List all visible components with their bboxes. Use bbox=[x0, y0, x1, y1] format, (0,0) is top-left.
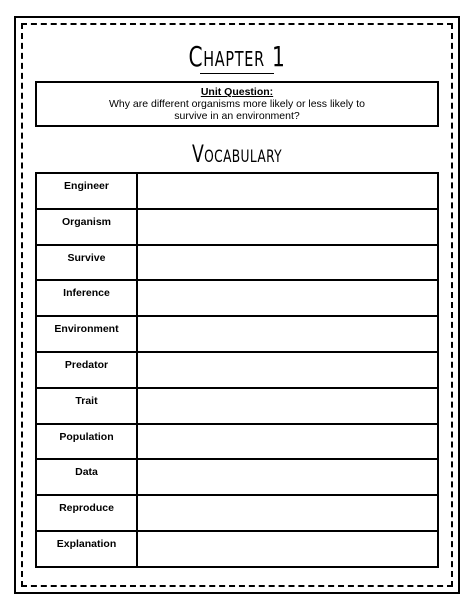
vocabulary-term: Reproduce bbox=[36, 495, 137, 531]
vocabulary-definition-cell[interactable] bbox=[137, 280, 438, 316]
vocabulary-term: Inference bbox=[36, 280, 137, 316]
vocabulary-definition-cell[interactable] bbox=[137, 459, 438, 495]
vocabulary-row bbox=[36, 245, 438, 281]
vocabulary-term: Population bbox=[36, 424, 137, 460]
vocabulary-title: Vocabulary bbox=[191, 140, 282, 168]
vocabulary-definition-cell[interactable] bbox=[137, 316, 438, 352]
vocabulary-term: Organism bbox=[36, 209, 137, 245]
unit-question-heading: Unit Question: bbox=[200, 86, 274, 98]
unit-question-line-1: Why are different organisms more likely or less likely to bbox=[109, 98, 365, 110]
vocabulary-term: Trait bbox=[36, 388, 137, 424]
vocabulary-definition-cell[interactable] bbox=[137, 388, 438, 424]
vocabulary-row bbox=[36, 388, 438, 424]
vocabulary-table bbox=[35, 172, 439, 568]
unit-question-box bbox=[35, 81, 439, 127]
vocabulary-term: Data bbox=[36, 459, 137, 495]
vocabulary-definition-cell[interactable] bbox=[137, 352, 438, 388]
unit-question-line-2: survive in an environment? bbox=[174, 110, 300, 122]
vocabulary-definition-cell[interactable] bbox=[137, 173, 438, 209]
vocabulary-row bbox=[36, 173, 438, 209]
vocabulary-row bbox=[36, 209, 438, 245]
chapter-title: Chapter 1 bbox=[188, 40, 286, 73]
vocabulary-row bbox=[36, 280, 438, 316]
vocabulary-term: Environment bbox=[36, 316, 137, 352]
vocabulary-row bbox=[36, 316, 438, 352]
vocabulary-row bbox=[36, 424, 438, 460]
vocabulary-row bbox=[36, 531, 438, 567]
vocabulary-term: Survive bbox=[36, 245, 137, 281]
vocabulary-row bbox=[36, 495, 438, 531]
vocabulary-definition-cell[interactable] bbox=[137, 209, 438, 245]
chapter-title-underline bbox=[200, 73, 274, 74]
vocabulary-term: Explanation bbox=[36, 531, 137, 567]
vocabulary-term: Engineer bbox=[36, 173, 137, 209]
vocabulary-definition-cell[interactable] bbox=[137, 531, 438, 567]
vocabulary-row bbox=[36, 352, 438, 388]
vocabulary-definition-cell[interactable] bbox=[137, 245, 438, 281]
vocabulary-row bbox=[36, 459, 438, 495]
vocabulary-definition-cell[interactable] bbox=[137, 495, 438, 531]
vocabulary-term: Predator bbox=[36, 352, 137, 388]
vocabulary-definition-cell[interactable] bbox=[137, 424, 438, 460]
